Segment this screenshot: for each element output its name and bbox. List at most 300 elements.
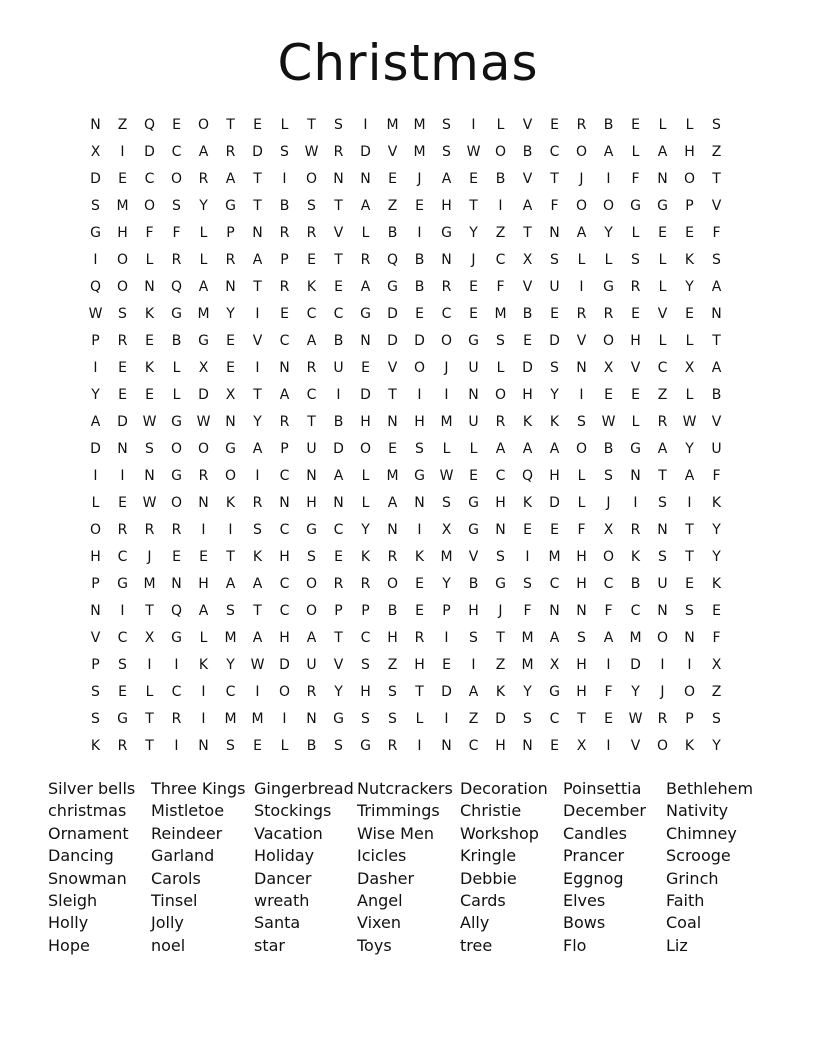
grid-letter: O bbox=[305, 603, 318, 619]
grid-letter: I bbox=[579, 279, 584, 295]
word-bank-item: Hope bbox=[48, 935, 90, 955]
grid-letter: I bbox=[255, 684, 260, 700]
grid-letter: D bbox=[252, 144, 263, 160]
grid-letter: O bbox=[575, 441, 588, 457]
grid-letter: Y bbox=[604, 225, 613, 241]
grid-letter: G bbox=[198, 333, 209, 349]
grid-letter: C bbox=[117, 630, 128, 646]
grid-letter: O bbox=[602, 198, 615, 214]
grid-letter: I bbox=[282, 711, 287, 727]
grid-letter: I bbox=[93, 252, 98, 268]
grid-letter: L bbox=[658, 252, 667, 268]
grid-letter: M bbox=[440, 414, 453, 430]
word-bank-item: christmas bbox=[48, 801, 127, 821]
grid-letter: D bbox=[117, 414, 128, 430]
grid-letter: C bbox=[225, 684, 236, 700]
grid-letter: T bbox=[334, 252, 343, 268]
grid-letter: H bbox=[198, 576, 209, 592]
grid-letter: E bbox=[442, 657, 451, 673]
grid-letter: E bbox=[118, 387, 127, 403]
grid-letter: E bbox=[415, 576, 424, 592]
grid-letter: T bbox=[523, 225, 532, 241]
grid-letter: T bbox=[415, 684, 424, 700]
grid-letter: K bbox=[711, 576, 722, 592]
grid-letter: W bbox=[196, 414, 211, 430]
grid-letter: R bbox=[225, 144, 236, 160]
grid-letter: R bbox=[576, 306, 587, 322]
grid-letter: B bbox=[306, 738, 317, 754]
grid-letter: T bbox=[685, 549, 694, 565]
grid-letter: T bbox=[145, 738, 154, 754]
grid-letter: S bbox=[388, 684, 397, 700]
grid-letter: B bbox=[333, 333, 344, 349]
grid-letter: U bbox=[306, 657, 317, 673]
grid-letter: C bbox=[117, 549, 128, 565]
word-bank-item: Candles bbox=[563, 823, 627, 843]
grid-letter: G bbox=[603, 279, 614, 295]
grid-letter: T bbox=[685, 522, 694, 538]
grid-letter: Q bbox=[170, 279, 183, 295]
grid-row bbox=[82, 355, 730, 382]
grid-letter: M bbox=[143, 576, 156, 592]
word-bank-item: Dasher bbox=[357, 868, 415, 888]
grid-letter: R bbox=[360, 576, 371, 592]
grid-letter: Z bbox=[387, 198, 398, 214]
grid-letter: T bbox=[253, 387, 262, 403]
grid-letter: L bbox=[145, 252, 154, 268]
grid-letter: G bbox=[360, 306, 371, 322]
grid-letter: N bbox=[333, 171, 344, 187]
grid-letter: S bbox=[658, 495, 667, 511]
grid-letter: I bbox=[120, 144, 125, 160]
grid-letter: E bbox=[550, 306, 559, 322]
grid-letter: I bbox=[93, 468, 98, 484]
grid-letter: K bbox=[684, 252, 695, 268]
grid-letter: P bbox=[226, 225, 235, 241]
grid-letter: T bbox=[226, 117, 235, 133]
grid-row bbox=[82, 463, 730, 490]
grid-letter: T bbox=[658, 468, 667, 484]
grid-letter: W bbox=[304, 144, 319, 160]
grid-letter: I bbox=[120, 603, 125, 619]
grid-letter: F bbox=[496, 279, 505, 295]
grid-letter: D bbox=[549, 495, 560, 511]
grid-letter: B bbox=[522, 306, 533, 322]
grid-letter: N bbox=[387, 414, 398, 430]
grid-letter: R bbox=[360, 252, 371, 268]
grid-letter: H bbox=[90, 549, 101, 565]
grid-letter: H bbox=[117, 225, 128, 241]
grid-letter: R bbox=[306, 360, 317, 376]
grid-letter: X bbox=[576, 738, 587, 754]
grid-letter: S bbox=[685, 603, 694, 619]
grid-letter: C bbox=[279, 468, 290, 484]
grid-letter: S bbox=[388, 711, 397, 727]
grid-letter: R bbox=[171, 252, 182, 268]
grid-letter: M bbox=[413, 117, 426, 133]
grid-letter: R bbox=[279, 279, 290, 295]
grid-letter: I bbox=[444, 711, 449, 727]
grid-letter: R bbox=[657, 711, 668, 727]
word-bank-item: Bethlehem bbox=[666, 779, 754, 798]
grid-letter: T bbox=[145, 711, 154, 727]
grid-letter: B bbox=[414, 252, 425, 268]
grid-letter: O bbox=[575, 144, 588, 160]
grid-letter: K bbox=[306, 279, 317, 295]
word-bank-item: Three Kings bbox=[151, 779, 246, 798]
grid-letter: A bbox=[360, 279, 371, 295]
grid-letter: L bbox=[361, 468, 370, 484]
grid-letter: R bbox=[198, 468, 209, 484]
grid-letter: O bbox=[170, 171, 183, 187]
word-bank-item: Christie bbox=[460, 801, 522, 821]
grid-letter: M bbox=[224, 630, 237, 646]
grid-letter: O bbox=[197, 441, 210, 457]
grid-letter: S bbox=[712, 117, 721, 133]
grid-letter: E bbox=[550, 117, 559, 133]
grid-letter: H bbox=[522, 387, 533, 403]
grid-letter: E bbox=[469, 171, 478, 187]
grid-letter: R bbox=[117, 333, 128, 349]
grid-letter: A bbox=[657, 144, 668, 160]
word-bank-item: Tinsel bbox=[151, 890, 198, 910]
grid-letter: S bbox=[658, 549, 667, 565]
grid-letter: V bbox=[630, 738, 641, 754]
grid-letter: R bbox=[441, 279, 452, 295]
grid-letter: C bbox=[171, 144, 182, 160]
grid-letter: A bbox=[549, 441, 560, 457]
grid-letter: M bbox=[251, 711, 264, 727]
grid-letter: S bbox=[145, 441, 154, 457]
grid-letter: Y bbox=[550, 387, 559, 403]
grid-letter: W bbox=[250, 657, 265, 673]
word-bank-item: Decoration bbox=[460, 779, 548, 798]
grid-letter: C bbox=[603, 576, 614, 592]
grid-letter: S bbox=[550, 252, 559, 268]
grid-letter: L bbox=[172, 387, 181, 403]
grid-letter: N bbox=[225, 414, 236, 430]
grid-letter: N bbox=[387, 522, 398, 538]
grid-letter: E bbox=[469, 306, 478, 322]
grid-letter: M bbox=[386, 468, 399, 484]
grid-letter: S bbox=[496, 333, 505, 349]
grid-letter: W bbox=[601, 414, 616, 430]
grid-letter: Y bbox=[685, 441, 694, 457]
grid-letter: R bbox=[144, 522, 155, 538]
word-bank-item: Ally bbox=[460, 913, 490, 933]
grid-letter: N bbox=[306, 468, 317, 484]
grid-letter: E bbox=[199, 549, 208, 565]
grid-letter: G bbox=[171, 468, 182, 484]
grid-letter: B bbox=[171, 333, 182, 349]
grid-letter: E bbox=[226, 360, 235, 376]
grid-letter: L bbox=[658, 333, 667, 349]
grid-letter: S bbox=[118, 306, 127, 322]
grid-letter: D bbox=[144, 144, 155, 160]
grid-letter: H bbox=[279, 630, 290, 646]
grid-row bbox=[82, 436, 730, 463]
grid-letter: P bbox=[685, 711, 694, 727]
word-bank-item: Bows bbox=[563, 913, 606, 933]
grid-letter: S bbox=[631, 252, 640, 268]
grid-letter: E bbox=[118, 171, 127, 187]
grid-letter: K bbox=[522, 495, 533, 511]
grid-letter: X bbox=[603, 360, 614, 376]
grid-letter: H bbox=[495, 495, 506, 511]
grid-letter: D bbox=[387, 306, 398, 322]
grid-letter: E bbox=[307, 252, 316, 268]
grid-letter: I bbox=[336, 387, 341, 403]
grid-letter: I bbox=[606, 657, 611, 673]
grid-letter: F bbox=[712, 630, 721, 646]
word-bank-item: Reindeer bbox=[151, 823, 223, 843]
grid-letter: G bbox=[225, 198, 236, 214]
word-bank-item: Poinsettia bbox=[563, 779, 642, 798]
grid-letter: U bbox=[468, 360, 479, 376]
grid-letter: O bbox=[197, 117, 210, 133]
grid-letter: F bbox=[631, 171, 640, 187]
grid-letter: T bbox=[307, 414, 316, 430]
grid-letter: Q bbox=[89, 279, 102, 295]
grid-letter: S bbox=[334, 738, 343, 754]
grid-row bbox=[82, 301, 730, 328]
grid-letter: C bbox=[441, 306, 452, 322]
grid-letter: Y bbox=[712, 522, 721, 538]
grid-letter: P bbox=[280, 252, 289, 268]
grid-letter: X bbox=[225, 387, 236, 403]
grid-letter: K bbox=[684, 738, 695, 754]
grid-row bbox=[82, 220, 730, 247]
grid-letter: M bbox=[413, 144, 426, 160]
grid-letter: I bbox=[201, 711, 206, 727]
grid-letter: G bbox=[630, 198, 641, 214]
grid-letter: G bbox=[468, 495, 479, 511]
grid-letter: K bbox=[414, 549, 425, 565]
grid-letter: E bbox=[685, 225, 694, 241]
grid-letter: E bbox=[550, 738, 559, 754]
grid-letter: P bbox=[91, 333, 100, 349]
grid-letter: L bbox=[631, 225, 640, 241]
grid-letter: N bbox=[711, 306, 722, 322]
grid-letter: G bbox=[306, 522, 317, 538]
grid-letter: S bbox=[172, 198, 181, 214]
word-bank-item: Eggnog bbox=[563, 868, 624, 888]
grid-letter: C bbox=[549, 144, 560, 160]
word-bank-item: Faith bbox=[666, 890, 705, 910]
grid-letter: E bbox=[388, 171, 397, 187]
grid-letter: R bbox=[306, 684, 317, 700]
word-bank-item: Snowman bbox=[48, 868, 127, 888]
grid-letter: G bbox=[171, 414, 182, 430]
grid-letter: G bbox=[225, 441, 236, 457]
grid-letter: O bbox=[683, 684, 696, 700]
grid-letter: L bbox=[469, 441, 478, 457]
grid-letter: A bbox=[441, 171, 452, 187]
grid-letter: N bbox=[549, 225, 560, 241]
grid-letter: S bbox=[415, 441, 424, 457]
grid-letter: I bbox=[525, 549, 530, 565]
grid-letter: M bbox=[629, 630, 642, 646]
word-bank-item: Scrooge bbox=[666, 846, 731, 866]
word-bank-item: Prancer bbox=[563, 846, 625, 866]
grid-letter: G bbox=[117, 576, 128, 592]
grid-row bbox=[82, 625, 730, 652]
grid-letter: Y bbox=[226, 657, 235, 673]
grid-letter: R bbox=[414, 630, 425, 646]
grid-letter: R bbox=[657, 414, 668, 430]
word-bank-item: Carols bbox=[151, 868, 201, 888]
grid-letter: E bbox=[685, 576, 694, 592]
grid-letter: N bbox=[117, 441, 128, 457]
grid-letter: B bbox=[522, 144, 533, 160]
grid-letter: T bbox=[226, 549, 235, 565]
grid-letter: H bbox=[576, 684, 587, 700]
grid-letter: I bbox=[444, 387, 449, 403]
grid-letter: G bbox=[549, 684, 560, 700]
grid-letter: O bbox=[359, 441, 372, 457]
grid-letter: K bbox=[144, 306, 155, 322]
grid-letter: E bbox=[280, 306, 289, 322]
grid-letter: L bbox=[577, 468, 586, 484]
grid-letter: I bbox=[660, 657, 665, 673]
grid-letter: V bbox=[90, 630, 101, 646]
grid-letter: R bbox=[306, 225, 317, 241]
grid-letter: T bbox=[307, 117, 316, 133]
grid-row bbox=[82, 571, 730, 598]
grid-letter: P bbox=[91, 576, 100, 592]
grid-letter: Y bbox=[334, 684, 343, 700]
grid-letter: O bbox=[224, 468, 237, 484]
grid-letter: D bbox=[414, 333, 425, 349]
grid-letter: R bbox=[387, 549, 398, 565]
grid-letter: A bbox=[198, 603, 209, 619]
grid-letter: I bbox=[471, 657, 476, 673]
grid-letter: X bbox=[144, 630, 155, 646]
grid-letter: S bbox=[712, 711, 721, 727]
grid-letter: J bbox=[606, 495, 611, 511]
grid-letter: H bbox=[279, 549, 290, 565]
grid-letter: E bbox=[550, 522, 559, 538]
grid-letter: X bbox=[603, 522, 614, 538]
grid-letter: B bbox=[630, 576, 641, 592]
word-bank-item: tree bbox=[460, 935, 493, 955]
grid-letter: N bbox=[576, 603, 587, 619]
grid-letter: T bbox=[253, 198, 262, 214]
grid-letter: K bbox=[711, 495, 722, 511]
grid-letter: H bbox=[306, 495, 317, 511]
grid-letter: N bbox=[333, 495, 344, 511]
grid-letter: V bbox=[657, 306, 668, 322]
grid-letter: D bbox=[90, 441, 101, 457]
grid-letter: F bbox=[577, 522, 586, 538]
grid-row bbox=[82, 598, 730, 625]
grid-letter: V bbox=[522, 117, 533, 133]
grid-letter: E bbox=[415, 603, 424, 619]
word-bank-item: Silver bells bbox=[48, 779, 136, 798]
grid-letter: I bbox=[282, 171, 287, 187]
grid-letter: Y bbox=[523, 684, 532, 700]
grid-letter: A bbox=[549, 630, 560, 646]
word-bank-item: Wise Men bbox=[357, 823, 434, 843]
grid-row bbox=[82, 517, 730, 544]
grid-letter: K bbox=[225, 495, 236, 511]
grid-letter: S bbox=[307, 549, 316, 565]
grid-letter: A bbox=[333, 468, 344, 484]
grid-letter: S bbox=[226, 738, 235, 754]
grid-letter: N bbox=[630, 468, 641, 484]
grid-letter: G bbox=[387, 279, 398, 295]
grid-letter: H bbox=[549, 468, 560, 484]
grid-letter: C bbox=[306, 387, 317, 403]
grid-letter: Z bbox=[468, 711, 479, 727]
grid-letter: N bbox=[90, 117, 101, 133]
grid-letter: N bbox=[198, 738, 209, 754]
grid-letter: A bbox=[468, 684, 479, 700]
grid-letter: S bbox=[307, 198, 316, 214]
grid-letter: B bbox=[711, 387, 722, 403]
grid-letter: L bbox=[280, 738, 289, 754]
grid-letter: T bbox=[253, 279, 262, 295]
grid-letter: L bbox=[199, 225, 208, 241]
grid-letter: N bbox=[522, 738, 533, 754]
grid-letter: N bbox=[171, 576, 182, 592]
grid-letter: I bbox=[498, 198, 503, 214]
grid-letter: N bbox=[657, 603, 668, 619]
grid-letter: L bbox=[604, 252, 613, 268]
grid-letter: I bbox=[201, 684, 206, 700]
grid-letter: C bbox=[171, 684, 182, 700]
word-bank-item: Chimney bbox=[666, 823, 737, 843]
grid-letter: I bbox=[147, 657, 152, 673]
letter-grid bbox=[82, 112, 730, 760]
grid-letter: H bbox=[414, 414, 425, 430]
grid-letter: G bbox=[468, 522, 479, 538]
grid-letter: T bbox=[145, 603, 154, 619]
grid-row bbox=[82, 382, 730, 409]
grid-letter: A bbox=[225, 576, 236, 592]
word-bank-item: Holly bbox=[48, 913, 89, 933]
grid-letter: G bbox=[90, 225, 101, 241]
grid-letter: H bbox=[630, 333, 641, 349]
grid-letter: A bbox=[198, 279, 209, 295]
grid-letter: P bbox=[91, 657, 100, 673]
word-bank-item: Grinch bbox=[666, 868, 719, 888]
grid-letter: K bbox=[252, 549, 263, 565]
grid-letter: L bbox=[685, 387, 694, 403]
word-bank-item: Dancing bbox=[48, 846, 114, 866]
grid-letter: N bbox=[468, 387, 479, 403]
grid-letter: R bbox=[576, 117, 587, 133]
grid-letter: Z bbox=[711, 684, 722, 700]
grid-letter: S bbox=[496, 549, 505, 565]
grid-letter: L bbox=[415, 711, 424, 727]
grid-letter: I bbox=[201, 522, 206, 538]
grid-letter: G bbox=[333, 711, 344, 727]
grid-letter: Z bbox=[711, 144, 722, 160]
grid-letter: W bbox=[88, 306, 103, 322]
grid-letter: G bbox=[495, 576, 506, 592]
word-bank-item: Workshop bbox=[460, 823, 539, 843]
grid-letter: A bbox=[90, 414, 101, 430]
grid-letter: L bbox=[145, 684, 154, 700]
grid-letter: M bbox=[440, 549, 453, 565]
grid-letter: D bbox=[279, 657, 290, 673]
grid-letter: L bbox=[361, 495, 370, 511]
page-title: Christmas bbox=[277, 34, 539, 92]
grid-letter: S bbox=[442, 144, 451, 160]
grid-letter: D bbox=[360, 144, 371, 160]
grid-letter: C bbox=[468, 738, 479, 754]
